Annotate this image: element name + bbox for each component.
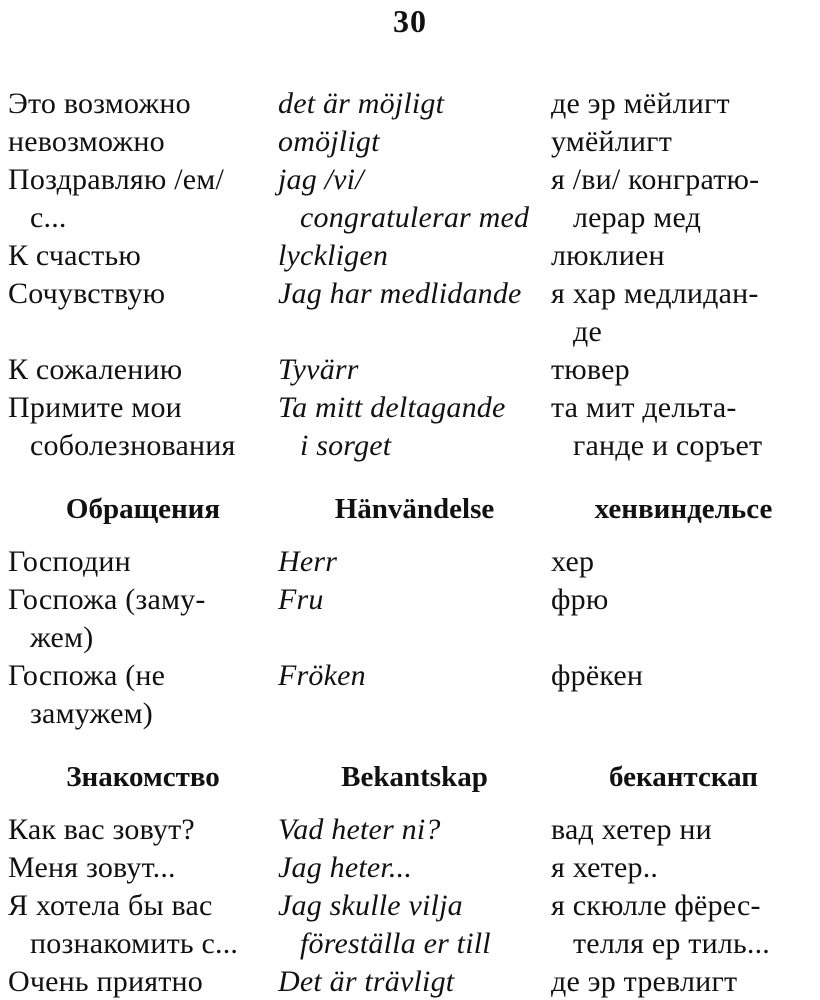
phrase-entry — [8, 887, 816, 963]
phrase-line: ганде и соръет — [573, 429, 763, 462]
phrase-line: Fru — [278, 583, 324, 616]
cell-swedish — [278, 389, 551, 465]
cell-pronunciation — [551, 963, 816, 1000]
phrase-line: lyckligen — [278, 239, 389, 272]
cell-pronunciation — [551, 389, 816, 465]
cell-swedish — [278, 849, 551, 887]
phrase-line: соболезнования — [30, 429, 236, 462]
cell-pronunciation — [551, 657, 816, 733]
cell-swedish — [278, 123, 551, 161]
phrase-line: congratulerar med — [300, 201, 530, 234]
section-header-pronunciation: бекантскап — [608, 761, 759, 793]
phrase-entry — [8, 581, 816, 657]
cell-russian — [8, 849, 278, 887]
cell-pronunciation — [551, 351, 816, 389]
phrase-line: де — [573, 315, 602, 348]
cell-swedish — [278, 887, 551, 963]
phrase-entry — [8, 237, 816, 275]
cell-pronunciation — [551, 811, 816, 849]
cell-pronunciation — [551, 161, 816, 237]
phrase-line: невозможно — [8, 125, 165, 158]
section-header-row — [8, 493, 816, 525]
cell-swedish — [278, 963, 551, 1000]
phrase-line: я скюлле фёрес- — [551, 889, 761, 922]
phrase-line: Jag skulle vilja — [278, 889, 463, 922]
phrase-entry — [8, 849, 816, 887]
cell-russian — [8, 161, 278, 237]
cell-russian — [8, 85, 278, 123]
phrase-table — [0, 85, 820, 1000]
cell-swedish — [278, 581, 551, 657]
section-header-pronunciation: хенвиндельсе — [594, 493, 773, 525]
cell-russian — [8, 237, 278, 275]
phrase-line: Det är trävligt — [278, 965, 455, 998]
phrase-line: хер — [551, 545, 595, 578]
phrase-line: люклиен — [551, 239, 665, 272]
phrase-entry — [8, 85, 816, 123]
phrase-line: Как вас зовут? — [8, 813, 195, 846]
phrase-line: jag /vi/ — [278, 163, 364, 196]
phrase-line: Fröken — [278, 659, 366, 692]
phrase-line: föreställa er till — [300, 927, 491, 960]
section-header-swedish: Bekantskap — [341, 761, 488, 793]
phrase-entry — [8, 963, 816, 1000]
phrase-line: К счастью — [8, 239, 141, 272]
cell-swedish — [278, 85, 551, 123]
phrase-entry — [8, 161, 816, 237]
phrase-line: Примите мои — [8, 391, 182, 424]
phrase-line: вад хетер ни — [551, 813, 712, 846]
phrase-line: я хар медлидан- — [551, 277, 759, 310]
phrase-entry — [8, 543, 816, 581]
cell-russian — [8, 389, 278, 465]
section-header-russian: Знакомство — [66, 761, 220, 793]
cell-russian — [8, 657, 278, 733]
phrase-line: Меня зовут... — [8, 851, 176, 884]
phrase-line: тювер — [551, 353, 630, 386]
cell-pronunciation — [551, 85, 816, 123]
phrase-line: я хетер.. — [551, 851, 659, 884]
phrase-line: Tyvärr — [278, 353, 359, 386]
phrase-line: телля ер тиль... — [573, 927, 770, 960]
phrase-line: Ta mitt deltagande — [278, 391, 506, 424]
cell-russian — [8, 811, 278, 849]
phrase-entry — [8, 351, 816, 389]
cell-pronunciation — [551, 275, 816, 351]
phrase-line: та мит дельта- — [551, 391, 737, 424]
cell-swedish — [278, 543, 551, 581]
cell-swedish — [278, 811, 551, 849]
cell-pronunciation — [551, 581, 816, 657]
section-header-row — [8, 761, 816, 793]
cell-swedish — [278, 161, 551, 237]
cell-pronunciation — [551, 887, 816, 963]
phrase-line: Vad heter ni? — [278, 813, 441, 846]
cell-russian — [8, 351, 278, 389]
page-number: 30 — [393, 3, 427, 39]
cell-pronunciation — [551, 543, 816, 581]
phrase-line: фрёкен — [551, 659, 644, 692]
phrase-line: лерар мед — [573, 201, 702, 234]
cell-russian — [8, 275, 278, 351]
cell-swedish — [278, 351, 551, 389]
phrase-line: Я хотела бы вас — [8, 889, 213, 922]
cell-swedish — [278, 275, 551, 351]
cell-russian — [8, 963, 278, 1000]
phrase-line: Сочувствую — [8, 277, 166, 310]
cell-pronunciation — [551, 123, 816, 161]
phrase-line: замужем) — [30, 697, 153, 730]
phrase-line: Поздравляю /ем/ — [8, 163, 224, 196]
phrase-line: Jag har medlidande — [278, 277, 522, 310]
phrase-entry — [8, 811, 816, 849]
phrase-line: я /ви/ конгратю- — [551, 163, 760, 196]
phrase-line: жем) — [30, 621, 94, 654]
phrase-line: Очень приятно — [8, 965, 203, 998]
phrase-line: i sorget — [300, 429, 392, 462]
phrase-line: умёйлигт — [551, 125, 672, 158]
phrase-entry — [8, 123, 816, 161]
cell-pronunciation — [551, 849, 816, 887]
cell-swedish — [278, 237, 551, 275]
phrase-line: Госпожа (не — [8, 659, 166, 692]
phrase-line: Господин — [8, 545, 131, 578]
phrase-line: познакомить с... — [30, 927, 239, 960]
phrase-entry — [8, 657, 816, 733]
phrase-line: det är möjligt — [278, 87, 445, 120]
section-header-swedish: Hänvändelse — [334, 493, 495, 525]
phrase-line: де эр тревлигт — [551, 965, 738, 998]
cell-swedish — [278, 657, 551, 733]
phrase-line: фрю — [551, 583, 609, 616]
phrase-line: де эр мёйлигт — [551, 87, 730, 120]
cell-russian — [8, 581, 278, 657]
phrase-line: Jag heter... — [278, 851, 413, 884]
phrase-entry — [8, 389, 816, 465]
phrase-entry — [8, 275, 816, 351]
cell-russian — [8, 123, 278, 161]
phrase-line: с... — [30, 201, 67, 234]
phrase-line: К сожалению — [8, 353, 183, 386]
phrase-line: Это возможно — [8, 87, 191, 120]
cell-russian — [8, 887, 278, 963]
phrase-line: Herr — [278, 545, 338, 578]
cell-pronunciation — [551, 237, 816, 275]
phrase-line: omöjligt — [278, 125, 380, 158]
section-header-russian: Обращения — [65, 493, 221, 525]
phrase-line: Госпожа (заму- — [8, 583, 206, 616]
cell-russian — [8, 543, 278, 581]
